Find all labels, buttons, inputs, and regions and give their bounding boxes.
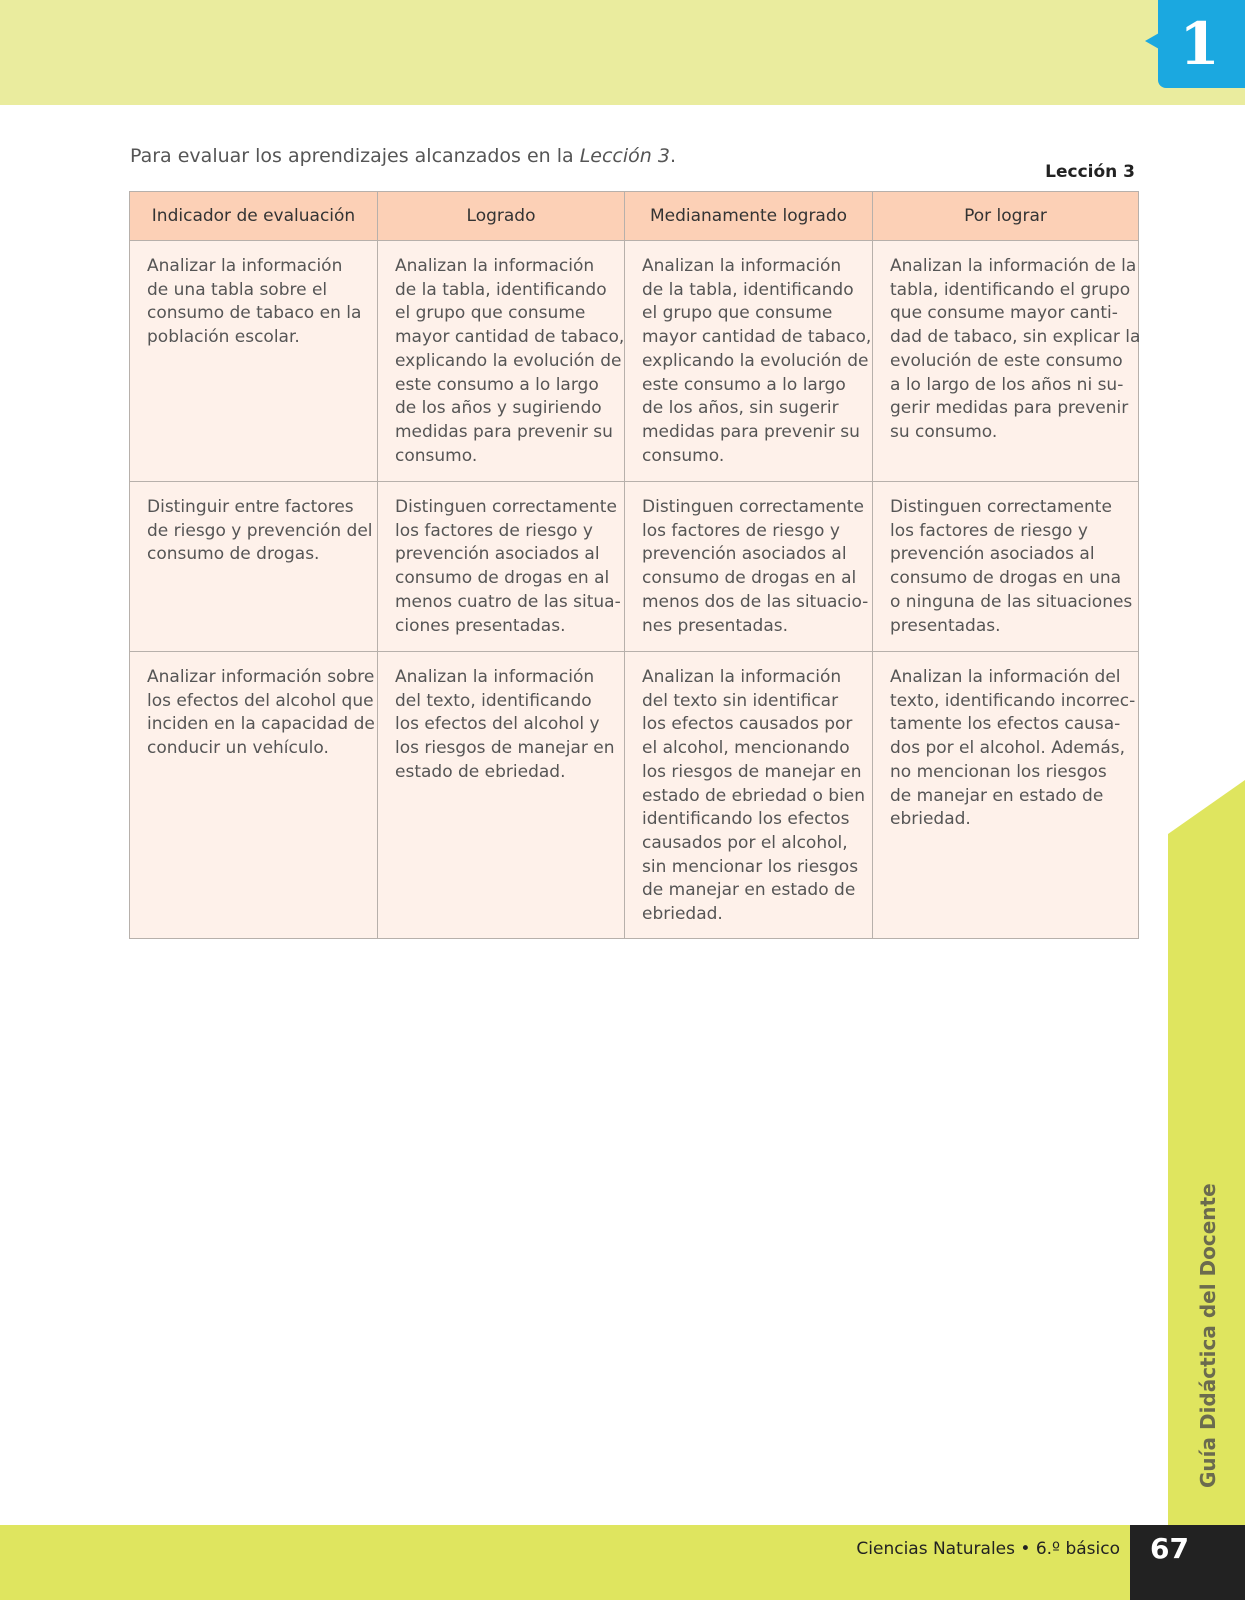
cell-text-line: Analizan la información [395, 667, 595, 687]
cell-text-line: consumo de drogas en al [642, 568, 857, 589]
cell-text-line: de los años y sugiriendo [395, 398, 602, 419]
cell-text-line: a lo largo de los años ni su- [890, 374, 1124, 395]
cell-text-line: de una tabla sobre el [147, 279, 328, 300]
page-number: 67 [1130, 1525, 1245, 1600]
cell-text-line: los factores de riesgo y [395, 520, 593, 541]
cell-text-line: Distinguir entre factores [147, 497, 354, 517]
table-cell-por-lograr [873, 241, 1139, 482]
cell-text-line: este consumo a lo largo [642, 374, 846, 395]
cell-text-line: consumo de drogas. [147, 544, 320, 565]
cell-text-line: los factores de riesgo y [642, 520, 840, 541]
header-por-lograr: Por lograr [873, 192, 1139, 241]
evaluation-rubric-table [129, 191, 1139, 939]
table-cell-indicator [130, 652, 378, 939]
cell-text-line: prevención asociados al [395, 544, 600, 565]
cell-text-line: prevención asociados al [642, 544, 847, 565]
cell-text-line: Analizar la información [147, 256, 343, 276]
cell-text-line: Analizan la información [395, 256, 595, 276]
cell-text-line: mayor cantidad de tabaco, [395, 327, 625, 348]
cell-text-line: menos dos de las situacio- [642, 591, 869, 612]
cell-text-line: los riesgos de manejar en [642, 761, 862, 782]
cell-text-line: tabla, identificando el grupo [890, 279, 1131, 300]
cell-text-line: de manejar en estado de [890, 785, 1104, 806]
cell-text-line: ebriedad. [890, 809, 971, 830]
table-cell-indicator [130, 482, 378, 652]
cell-text-line: texto, identificando incorrec- [890, 690, 1136, 711]
cell-text-line: inciden en la capacidad de [147, 714, 375, 735]
cell-text-line: dos por el alcohol. Además, [890, 738, 1126, 759]
cell-text-line: nes presentadas. [642, 615, 789, 636]
cell-text-line: de manejar en estado de [642, 880, 856, 901]
cell-text-line: no mencionan los riesgos [890, 761, 1107, 782]
cell-text-line: consumo de drogas en al [395, 568, 610, 589]
cell-text-line: su consumo. [890, 421, 998, 442]
cell-text-line: de riesgo y prevención del [147, 520, 373, 541]
cell-text-line: mayor cantidad de tabaco, [642, 327, 872, 348]
cell-text-line: Distinguen correctamente [395, 497, 617, 517]
cell-text-line: Analizar información sobre [147, 667, 375, 687]
cell-text-line: consumo. [642, 445, 725, 466]
header-logrado: Logrado [378, 192, 625, 241]
header-indicator: Indicador de evaluación [130, 192, 378, 241]
table-cell-logrado [378, 241, 625, 482]
lesson-label: Lección 3 [1045, 162, 1135, 182]
cell-text-line: el alcohol, mencionando [642, 738, 850, 759]
cell-text-line: del texto sin identificar [642, 690, 839, 711]
cell-text-line: este consumo a lo largo [395, 374, 599, 395]
cell-text-line: o ninguna de las situaciones [890, 591, 1133, 612]
cell-text-line: Analizan la información [642, 667, 842, 687]
cell-text-line: prevención asociados al [890, 544, 1095, 565]
cell-text-line: Distinguen correctamente [642, 497, 864, 517]
cell-text-line: los efectos del alcohol que [147, 690, 374, 711]
table-cell-por-lograr [873, 482, 1139, 652]
intro-text [130, 145, 676, 167]
cell-text-line: evolución de este consumo [890, 350, 1123, 371]
unit-number-tab: 1 [1158, 0, 1245, 88]
cell-text-line: estado de ebriedad. [395, 761, 566, 782]
side-title: Guía Didáctica del Docente [1196, 1183, 1220, 1488]
cell-text-line: del texto, identificando [395, 690, 592, 711]
cell-text-line: explicando la evolución de [642, 350, 869, 371]
table-cell-logrado [378, 482, 625, 652]
cell-text-line: los efectos del alcohol y [395, 714, 600, 735]
table-row [130, 482, 1139, 652]
top-band [0, 0, 1245, 105]
cell-text-line: los efectos causados por [642, 714, 853, 735]
unit-tab-notch [1145, 33, 1159, 49]
cell-text-line: presentadas. [890, 615, 1001, 636]
cell-text-line: de la tabla, identificando [642, 279, 854, 300]
cell-text-line: ebriedad. [642, 904, 723, 925]
intro-text-end: . [669, 145, 676, 167]
cell-text-line: los factores de riesgo y [890, 520, 1088, 541]
cell-text-line: tamente los efectos causa- [890, 714, 1121, 735]
table-cell-logrado [378, 652, 625, 939]
header-medianamente-logrado: Medianamente logrado [625, 192, 873, 241]
cell-text-line: de la tabla, identificando [395, 279, 607, 300]
cell-text-line: causados por el alcohol, [642, 832, 848, 853]
table-cell-indicator [130, 241, 378, 482]
table-row [130, 241, 1139, 482]
cell-text-line: identificando los efectos [642, 809, 850, 830]
cell-text-line: los riesgos de manejar en [395, 738, 615, 759]
cell-text-line: dad de tabaco, sin explicar la [890, 327, 1141, 348]
cell-text-line: de los años, sin sugerir [642, 398, 839, 419]
cell-text-line: el grupo que consume [642, 303, 833, 324]
table-cell-medianamente-logrado [625, 241, 873, 482]
cell-text-line: sin mencionar los riesgos [642, 856, 859, 877]
cell-text-line: Analizan la información de la [890, 256, 1137, 276]
cell-text-line: menos cuatro de las situa- [395, 591, 621, 612]
intro-lesson-ref: Lección 3 [579, 145, 670, 167]
cell-text-line: Analizan la información [642, 256, 842, 276]
cell-text-line: estado de ebriedad o bien [642, 785, 866, 806]
cell-text-line: consumo. [395, 445, 478, 466]
table-cell-por-lograr [873, 652, 1139, 939]
cell-text-line: medidas para prevenir su [395, 421, 613, 442]
cell-text-line: que consume mayor canti- [890, 303, 1118, 324]
cell-text-line: conducir un vehículo. [147, 738, 329, 759]
cell-text-line: consumo de tabaco en la [147, 303, 362, 324]
table-cell-medianamente-logrado [625, 652, 873, 939]
table-cell-medianamente-logrado [625, 482, 873, 652]
cell-text-line: población escolar. [147, 327, 300, 348]
footer-subject: Ciencias Naturales • 6.º básico [856, 1539, 1120, 1559]
intro-text-main: Para evaluar los aprendizajes alcanzados en la [130, 145, 580, 167]
cell-text-line: Analizan la información del [890, 667, 1121, 687]
cell-text-line: Distinguen correctamente [890, 497, 1112, 517]
table-header-row [130, 192, 1139, 241]
cell-text-line: consumo de drogas en una [890, 568, 1122, 589]
table-row [130, 652, 1139, 939]
cell-text-line: medidas para prevenir su [642, 421, 860, 442]
cell-text-line: ciones presentadas. [395, 615, 566, 636]
cell-text-line: gerir medidas para prevenir [890, 398, 1129, 419]
cell-text-line: el grupo que consume [395, 303, 586, 324]
cell-text-line: explicando la evolución de [395, 350, 622, 371]
